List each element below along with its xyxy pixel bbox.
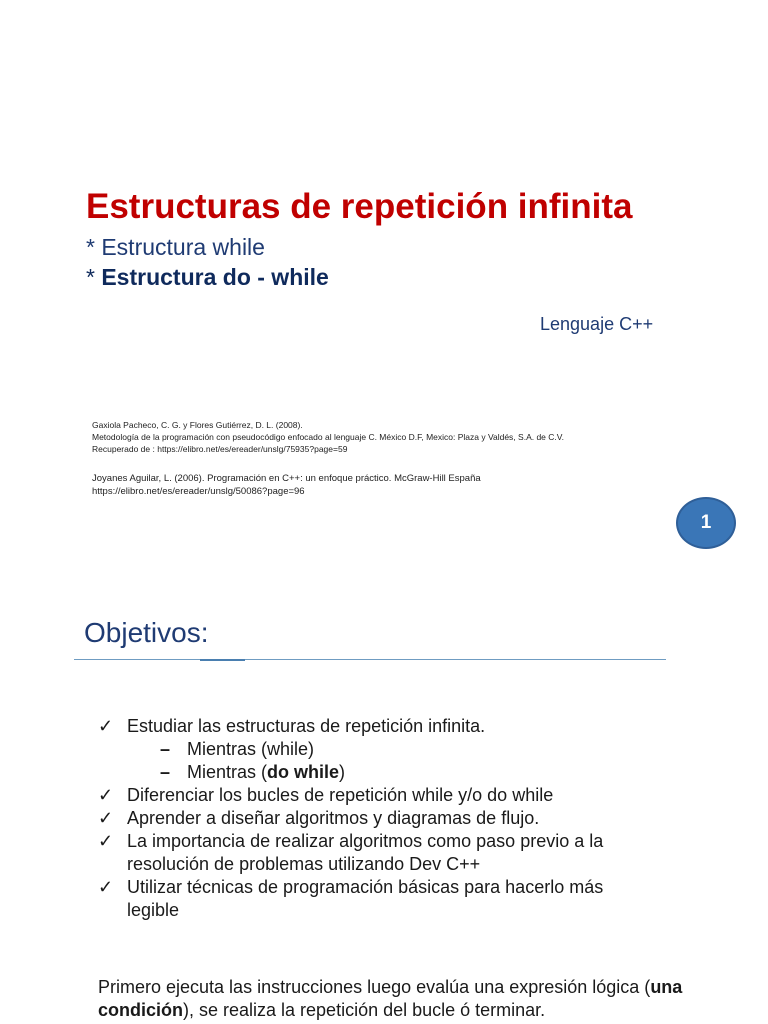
reference-2-line: Joyanes Aguilar, L. (2006). Programación en C++: un enfoque práctico. McGraw-Hill España [92,473,481,484]
language-label: Lenguaje C++ [540,314,654,334]
list-subitem [98,738,658,761]
subtitle-while-text: Estructura while [101,234,265,260]
reference-2-link[interactable]: https://elibro.net/es/ereader/unslg/50086?page=96 [92,486,305,497]
dash-icon: – [160,762,171,782]
slide-title: Estructuras de repetición infinita [86,187,633,226]
subtitle-do-while-text: Estructura do - while [101,264,329,290]
list-item [98,715,658,738]
description-text-post: ), se realiza la repetición del bucle ó terminar. [183,1000,546,1020]
reference-1-line: Metodología de la programación con pseudocódigo enfocado al lenguaje C. México D.F, Mexico: Plaza y Valdés, S.A. de C.V. [92,432,565,442]
reference-1-link[interactable]: Recuperado de : https://elibro.net/es/ereader/unslg/75935?page=59 [92,444,348,454]
list-item-text: Utilizar técnicas de programación básicas para hacerlo más legible [127,877,604,920]
description-text-bold: una condición [98,977,683,1020]
description-paragraph [98,976,718,1022]
reference-1 [92,419,564,455]
checkmark-icon: ✓ [98,785,114,805]
description-text-pre: Primero ejecuta las instrucciones luego evalúa una expresión lógica ( [98,977,651,997]
page-number-badge: 1 [676,497,736,549]
reference-2 [92,472,481,498]
checkmark-icon: ✓ [98,831,114,851]
objectives-divider-accent [200,659,245,661]
dash-icon: – [160,739,171,759]
list-item-text: Estudiar las estructuras de repetición infinita. [127,716,486,736]
list-item-text: Diferenciar los bucles de repetición while y/o do while [127,785,554,805]
list-item [98,876,658,922]
list-item [98,830,658,876]
checkmark-icon: ✓ [98,877,114,897]
subtitle-while [86,232,265,262]
list-subitem-text [187,761,345,784]
objectives-divider [74,659,666,660]
objectives-heading: Objetivos: [84,617,209,648]
list-subitem [98,761,658,784]
list-item-text: Aprender a diseñar algoritmos y diagramas de flujo. [127,808,540,828]
list-subitem-text: Mientras (while) [187,739,315,759]
checkmark-icon: ✓ [98,716,114,736]
subitem-text-post: ) [339,762,346,782]
list-item-text: La importancia de realizar algoritmos como paso previo a la resolución de problemas utilizando Dev C++ [127,831,604,874]
objectives-list [98,715,658,922]
subtitle-bullet: * [86,234,95,260]
list-item [98,807,658,830]
list-item [98,784,658,807]
subtitle-do-while [86,262,329,292]
reference-1-line: Gaxiola Pacheco, C. G. y Flores Gutiérrez, D. L. (2008). [92,420,303,430]
subtitle-bullet: * [86,264,95,290]
checkmark-icon: ✓ [98,808,114,828]
subitem-text-bold: do while [267,762,340,782]
subitem-text-pre: Mientras ( [187,762,268,782]
